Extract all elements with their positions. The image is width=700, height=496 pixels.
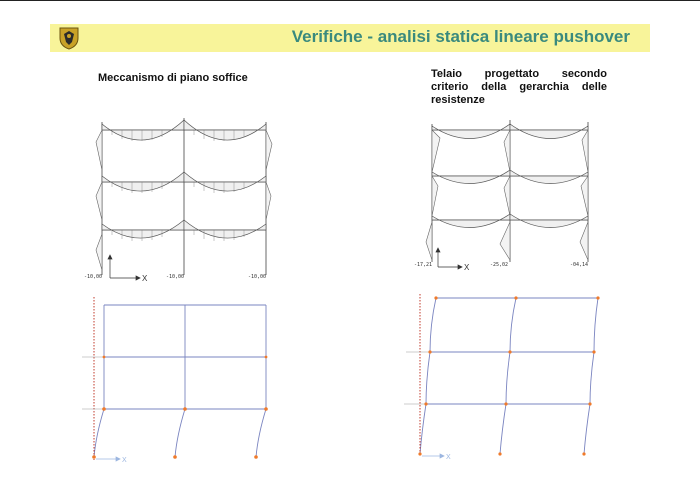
left-plastic-hinges [92, 356, 268, 459]
right-caption: Telaio progettato secondo criterio della gerarchia delle resistenze [431, 68, 607, 106]
left-deformed-axis-label: X [122, 457, 127, 464]
top-border-line [0, 0, 700, 1]
page-title: Verifiche - analisi statica lineare pushover [291, 27, 630, 46]
left-caption: Meccanismo di piano soffice [98, 72, 248, 84]
right-axis-x-label: X [464, 263, 470, 272]
right-deformed-axis-label: X [446, 454, 451, 461]
left-base-label-2: -10,00 [166, 274, 185, 280]
right-plastic-hinges [418, 296, 599, 455]
right-moment-diagram [410, 112, 610, 277]
right-base-label-2: -25,02 [490, 262, 509, 268]
left-base-label-1: -10,00 [84, 274, 103, 280]
left-base-label-3: -10,00 [248, 274, 267, 280]
emblem-icon [58, 26, 80, 50]
left-deformed-frame [80, 295, 280, 470]
right-base-label-3: -04,14 [570, 262, 589, 268]
right-deformed-frame [400, 290, 610, 465]
left-axis-x-label: X [142, 274, 148, 283]
left-moment-diagram [80, 110, 290, 290]
right-base-label-1: -17,21 [414, 262, 433, 268]
header-banner [50, 24, 650, 52]
